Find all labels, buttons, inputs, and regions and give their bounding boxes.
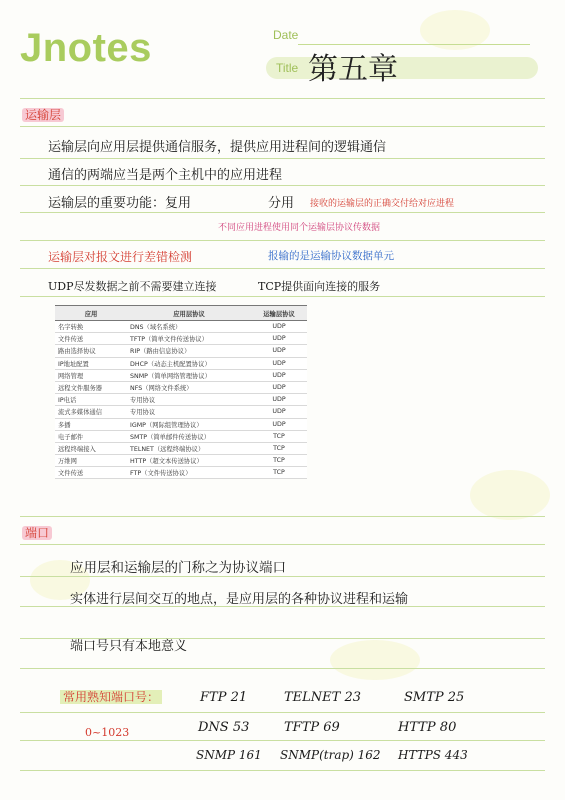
table-row [55,394,307,406]
table-cell: UDP [251,418,307,430]
date-label: Date [273,28,299,42]
table-cell: 远程文件服务器 [55,381,127,393]
note-annotation: 不同应用进程使用同个运输层协议传数据 [218,223,381,233]
section-heading-ports [22,524,52,541]
table-row [55,442,307,454]
brand-logo: Jnotes [20,26,152,70]
note-line: TCP提供面向连接的服务 [258,280,381,293]
table-row [55,467,307,479]
table-cell: UDP [251,394,307,406]
protocol-table [55,305,307,479]
ruled-line [20,576,545,577]
page-title: 第五章 [308,52,398,87]
table-cell: FTP（文件传送协议） [127,467,251,479]
port-entry: TELNET 23 [284,690,362,705]
table-cell: IP地址配置 [55,357,127,369]
label-text: 常用熟知端口号： [60,690,162,704]
ruled-line [20,296,545,297]
note-line: 端口号只有本地意义 [70,639,188,654]
section-heading-transport [22,106,64,123]
port-entry: FTP 21 [200,690,248,705]
table-cell: 专用协议 [127,394,251,406]
ruled-line [20,158,545,159]
table-cell: IP电话 [55,394,127,406]
table-cell: UDP [251,381,307,393]
table-cell: UDP [251,357,307,369]
table-cell: 名字转换 [55,321,127,333]
table-row [55,455,307,467]
table-cell: TFTP（简单文件传送协议） [127,333,251,345]
ruled-line [20,544,545,545]
table-cell: DNS（域名系统） [127,321,251,333]
table-cell: IGMP（网际组管理协议） [127,418,251,430]
table-cell: 网络管理 [55,369,127,381]
port-entry: DNS 53 [198,720,250,735]
note-annotation: 接收的运输层的正确交付给对应进程 [310,199,455,209]
table-row [55,321,307,333]
table-row [55,406,307,418]
table-cell: DHCP（动态主机配置协议） [127,357,251,369]
ruled-line [20,668,545,669]
table-row [55,381,307,393]
table-cell: UDP [251,345,307,357]
port-entry: TFTP 69 [284,720,340,735]
ruled-line [20,740,545,741]
note-annotation: 报输的是运输协议数据单元 [268,250,394,262]
note-line: 运输层对报文进行差错检测 [48,250,193,264]
note-line: 实体进行层间交互的地点，是应用层的各种协议进程和运输 [70,592,409,607]
table-cell: SNMP（简单网络管理协议） [127,369,251,381]
ruled-line [20,268,545,269]
table-cell: 远程终端接入 [55,442,127,454]
heading-text: 端口 [22,526,52,540]
ruled-line [20,516,545,517]
table-cell: 流式多媒体通信 [55,406,127,418]
table-row [55,345,307,357]
background-dot [470,470,550,520]
ruled-line [20,712,545,713]
port-entry: HTTP 80 [398,720,457,735]
table-cell: NFS（网络文件系统） [127,381,251,393]
column-header: 运输层协议 [251,306,307,321]
table-cell: TCP [251,430,307,442]
table-cell: UDP [251,369,307,381]
table-cell: TCP [251,442,307,454]
ruled-line [20,212,545,213]
note-line: 通信的两端应当是两个主机中的应用进程 [48,168,283,183]
table-cell: 路由选择协议 [55,345,127,357]
ruled-line [20,185,545,186]
table-row [55,369,307,381]
note-line: 应用层和运输层的门称之为协议端口 [70,560,286,576]
note-line: UDP尽发数据之前不需要建立连接 [48,280,217,293]
background-dot [330,640,420,680]
ruled-line [20,126,545,127]
table-row [55,333,307,345]
table-cell: UDP [251,406,307,418]
port-entry: HTTPS 443 [398,748,468,762]
port-entry: SNMP 161 [196,748,262,762]
column-header: 应用 [55,306,127,321]
table-cell: 多播 [55,418,127,430]
table-cell: RIP（路由信息协议） [127,345,251,357]
table-cell: 电子邮件 [55,430,127,442]
ruled-line [20,98,545,99]
note-term: 分用 [268,196,295,211]
table-header-row [55,306,307,321]
note-line: 运输层向应用层提供通信服务，提供应用进程间的逻辑通信 [48,140,387,155]
ruled-line [20,770,545,771]
table-cell: 文件传送 [55,333,127,345]
table-cell: SMTP（简单邮件传送协议） [127,430,251,442]
table-cell: TELNET（远程终端协议） [127,442,251,454]
table-row [55,357,307,369]
port-entry: SMTP 25 [404,690,465,705]
table-cell: TCP [251,467,307,479]
title-field [266,57,538,79]
table-row [55,430,307,442]
port-entry: SNMP(trap) 162 [280,748,381,762]
common-ports-label [60,688,162,705]
table-cell: UDP [251,321,307,333]
note-line: 运输层的重要功能：复用 [48,196,192,211]
table-cell: 万维网 [55,455,127,467]
table-cell: 文件传送 [55,467,127,479]
table-row [55,418,307,430]
title-label: Title [276,61,299,75]
ruled-line [20,240,545,241]
port-range-note: 0~1023 [85,726,130,739]
table-cell: HTTP（超文本传送协议） [127,455,251,467]
heading-text: 运输层 [22,108,64,122]
table-cell: TCP [251,455,307,467]
table-cell: UDP [251,333,307,345]
table-cell: 专用协议 [127,406,251,418]
column-header: 应用层协议 [127,306,251,321]
